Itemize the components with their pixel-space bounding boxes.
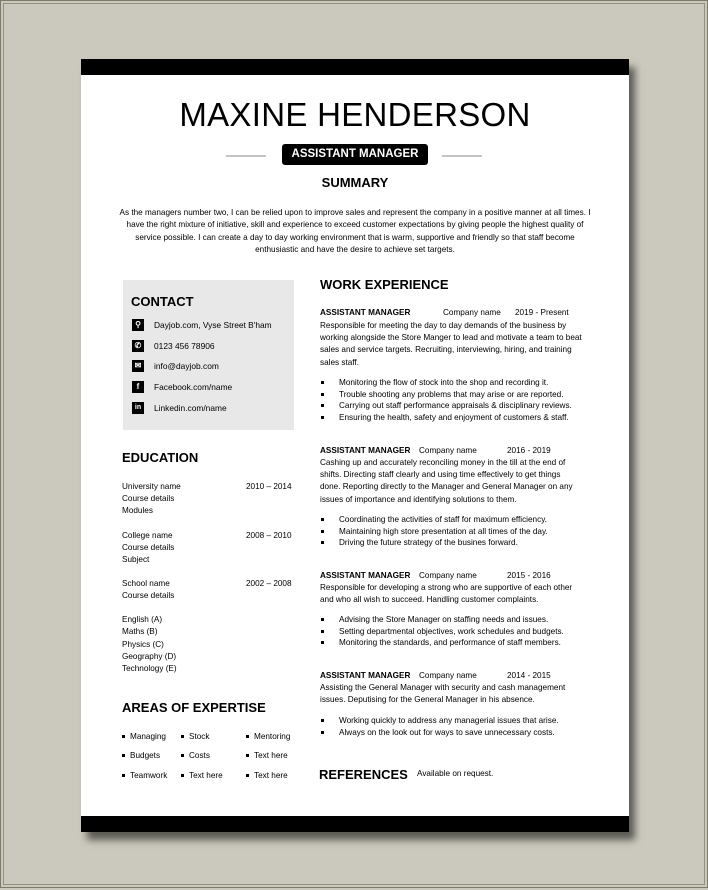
job-description: Responsible for developing a strong who are supportive of each other and who all wish to succeed. Handling customer complaints.	[320, 583, 573, 605]
education-college-line: Subject	[122, 555, 150, 564]
bullet-icon	[321, 404, 324, 407]
job-bullet: Trouble shooting any problems that may arise or are reported.	[320, 389, 590, 401]
education-university-line: Modules	[122, 506, 153, 515]
divider-left	[226, 155, 266, 157]
job-bullet: Ensuring the health, safety and enjoyment of customers & staff.	[320, 412, 590, 424]
education-grade: English (A)	[122, 615, 163, 624]
bullet-icon	[181, 774, 184, 777]
education-school-years: 2002 – 2008	[246, 579, 292, 588]
job-header	[320, 671, 590, 682]
linkedin-icon: in	[132, 402, 144, 414]
contact-linkedin-text: Linkedin.com/name	[154, 402, 227, 413]
contact-box	[123, 280, 294, 430]
education-college-name: College name	[122, 531, 173, 540]
bullet-icon	[321, 416, 324, 419]
contact-facebook	[132, 380, 232, 393]
job-role: ASSISTANT MANAGER	[320, 446, 411, 455]
bullet-icon	[321, 618, 324, 621]
education-university-years: 2010 – 2014	[246, 482, 292, 491]
expertise-item: Stock	[181, 732, 209, 741]
contact-address-text: Dayjob.com, Vyse Street B'ham	[154, 319, 272, 330]
job-company: Company name	[443, 308, 501, 317]
expertise-item: Budgets	[122, 751, 160, 760]
expertise-item: Mentoring	[246, 732, 290, 741]
job-bullet-list	[320, 514, 590, 549]
bullet-icon	[321, 541, 324, 544]
work-experience-heading: WORK EXPERIENCE	[320, 277, 449, 292]
job-bullet-list	[320, 715, 590, 738]
education-grade: Physics (C)	[122, 640, 164, 649]
bullet-icon	[321, 719, 324, 722]
education-school-line: Course details	[122, 591, 175, 600]
education-heading: EDUCATION	[122, 450, 199, 465]
bullet-icon	[246, 735, 249, 738]
expertise-item: Text here	[246, 751, 288, 760]
education-university-name: University name	[122, 482, 181, 491]
job-bullet-list	[320, 377, 590, 423]
bullet-icon	[246, 754, 249, 757]
contact-heading: CONTACT	[131, 294, 194, 309]
contact-phone-text: 0123 456 78906	[154, 340, 215, 351]
expertise-item: Text here	[246, 771, 288, 780]
references-text: Available on request.	[417, 769, 494, 778]
candidate-name: MAXINE HENDERSON	[179, 96, 531, 133]
job-description: Cashing up and accurately reconciling money in the till at the end of shifts. Directing staff clearly and using time effectively to get things done. Reporting directly to the Manager and General Manager on any issues of importance and identifying solutions to them.	[320, 458, 573, 504]
contact-linkedin	[132, 401, 227, 414]
job-bullet: Coordinating the activities of staff for maximum efficiency.	[320, 514, 590, 526]
job-description: Assisting the General Manager with security and cash management issues. Deputising for the General Manager in his absence.	[320, 683, 566, 705]
bullet-icon	[181, 735, 184, 738]
phone-icon: ✆	[132, 340, 144, 352]
top-black-bar	[81, 59, 629, 75]
expertise-item: Costs	[181, 751, 210, 760]
job-bullet: Monitoring the flow of stock into the shop and recording it.	[320, 377, 590, 389]
bullet-icon	[122, 735, 125, 738]
job-bullet-list	[320, 614, 590, 649]
job-bullet: Carrying out staff performance appraisals & disciplinary reviews.	[320, 400, 590, 412]
email-icon: ✉	[132, 360, 144, 372]
bottom-black-bar	[81, 816, 629, 832]
job-header	[320, 308, 590, 319]
job-header	[320, 571, 590, 582]
education-university-line: Course details	[122, 494, 175, 503]
contact-phone	[132, 339, 215, 352]
bullet-icon	[246, 774, 249, 777]
job-dates: 2015 - 2016	[507, 571, 551, 580]
job-bullet: Working quickly to address any managerial issues that arise.	[320, 715, 590, 727]
contact-facebook-text: Facebook.com/name	[154, 381, 233, 392]
expertise-item: Managing	[122, 732, 166, 741]
expertise-heading: AREAS OF EXPERTISE	[122, 700, 266, 715]
job-bullet: Advising the Store Manager on staffing needs and issues.	[320, 614, 590, 626]
bullet-icon	[321, 530, 324, 533]
expertise-item: Teamwork	[122, 771, 167, 780]
job-company: Company name	[419, 571, 477, 580]
bullet-icon	[321, 641, 324, 644]
job-dates: 2014 - 2015	[507, 671, 551, 680]
expertise-item: Text here	[181, 771, 223, 780]
contact-address	[132, 318, 272, 331]
contact-email	[132, 359, 219, 372]
job-description: Responsible for meeting the day to day demands of the business by working alongside the Store Manger to lead and motivate a team to beat sales and service targets. Recruiting, interviewing, hiring, and training sales staff.	[320, 321, 582, 367]
bullet-icon	[321, 518, 324, 521]
references-heading: REFERENCES	[319, 767, 408, 782]
job-role: ASSISTANT MANAGER	[320, 308, 411, 317]
education-college-years: 2008 – 2010	[246, 531, 292, 540]
job-company: Company name	[419, 671, 477, 680]
job-bullet: Always on the look out for ways to save unnecessary costs.	[320, 727, 590, 739]
job-bullet: Maintaining high store presentation at all times of the day.	[320, 526, 590, 538]
location-pin-icon: ⚲	[132, 319, 144, 331]
bullet-icon	[321, 731, 324, 734]
bullet-icon	[122, 754, 125, 757]
bullet-icon	[181, 754, 184, 757]
job-dates: 2016 - 2019	[507, 446, 551, 455]
job-header	[320, 446, 590, 457]
job-bullet: Monitoring the standards, and performance of staff members.	[320, 637, 590, 649]
job-bullet: Driving the future strategy of the busines forward.	[320, 537, 590, 549]
education-grade: Technology (E)	[122, 664, 177, 673]
job-role: ASSISTANT MANAGER	[320, 571, 411, 580]
contact-email-text: info@dayjob.com	[154, 360, 219, 371]
bullet-icon	[321, 630, 324, 633]
job-company: Company name	[419, 446, 477, 455]
job-title-badge: ASSISTANT MANAGER	[282, 144, 428, 165]
job-role: ASSISTANT MANAGER	[320, 671, 411, 680]
bullet-icon	[321, 393, 324, 396]
education-school-name: School name	[122, 579, 170, 588]
divider-right	[442, 155, 482, 157]
summary-heading: SUMMARY	[321, 175, 389, 190]
resume-page	[81, 59, 629, 832]
bullet-icon	[122, 774, 125, 777]
job-bullet: Setting departmental objectives, work schedules and budgets.	[320, 626, 590, 638]
facebook-icon: f	[132, 381, 144, 393]
education-grade: Geography (D)	[122, 652, 177, 661]
bullet-icon	[321, 381, 324, 384]
education-grade: Maths (B)	[122, 627, 158, 636]
summary-text: As the managers number two, I can be relied upon to improve sales and represent the company in a positive manner at all times. I have the right mixture of initiative, skill and experience to exceed customer expectations by giving people the highest quality of service possible. I can create a day to day working environment that is warm, supportive and friendly so that staff become enthusiastic and have the desire to achieve set targets.	[119, 208, 591, 254]
job-dates: 2019 - Present	[515, 308, 569, 317]
education-college-line: Course details	[122, 543, 175, 552]
